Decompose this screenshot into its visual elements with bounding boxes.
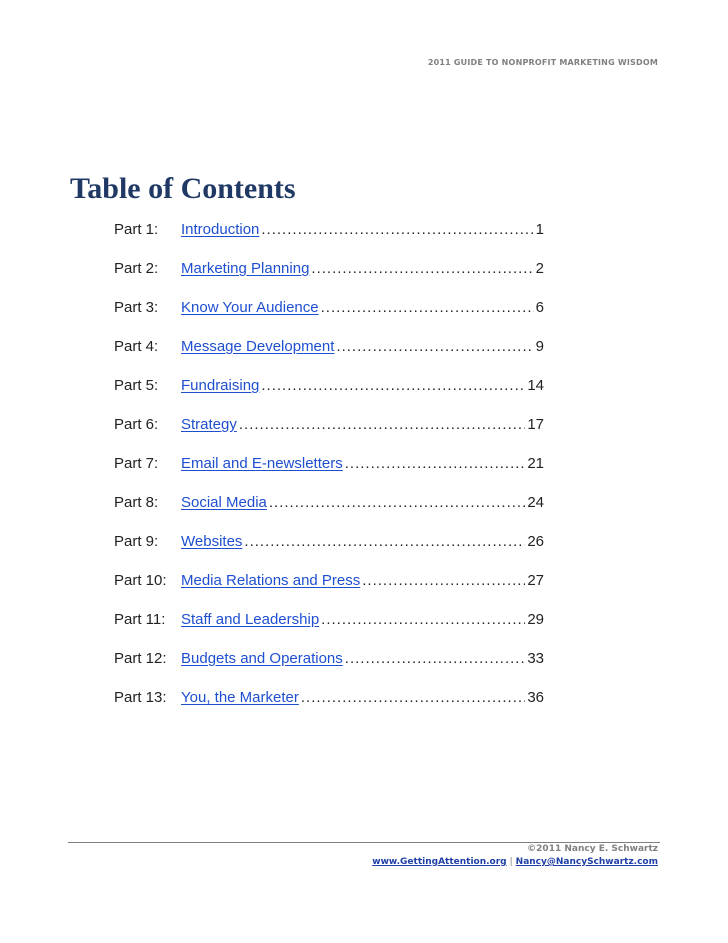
toc-page-number: 26 <box>527 533 544 550</box>
toc-entry <box>114 297 544 336</box>
toc-entry <box>114 648 544 687</box>
toc-page-number: 1 <box>535 221 544 238</box>
toc-dot-leader <box>269 492 525 514</box>
toc-page-number: 14 <box>527 377 544 394</box>
toc-part-number: Part 13: <box>114 689 167 706</box>
toc-link-marketing-planning[interactable]: Marketing Planning <box>181 260 310 277</box>
toc-entry <box>114 570 544 609</box>
toc-entry <box>114 336 544 375</box>
toc-part-number: Part 5: <box>114 377 159 394</box>
toc-link-budgets-and-operations[interactable]: Budgets and Operations <box>181 650 343 667</box>
toc-page-number: 36 <box>527 689 544 706</box>
toc-entry <box>114 258 544 297</box>
email-link[interactable]: Nancy@NancySchwartz.com <box>515 857 658 867</box>
toc-page-number: 9 <box>535 338 544 355</box>
toc-page-number: 33 <box>527 650 544 667</box>
toc-link-strategy[interactable]: Strategy <box>181 416 237 433</box>
toc-dot-leader <box>261 219 533 241</box>
toc-page-number: 27 <box>527 572 544 589</box>
toc-part-number: Part 11: <box>114 611 166 628</box>
toc-entry <box>114 219 544 258</box>
toc-part-number: Part 4: <box>114 338 159 355</box>
toc-dot-leader <box>321 297 534 319</box>
toc-part-number: Part 6: <box>114 416 159 433</box>
toc-entry <box>114 609 544 648</box>
toc-entry <box>114 492 544 531</box>
toc-link-social-media[interactable]: Social Media <box>181 494 267 511</box>
toc-part-number: Part 3: <box>114 299 159 316</box>
toc-link-fundraising[interactable]: Fundraising <box>181 377 260 394</box>
toc-page-number: 21 <box>527 455 544 472</box>
toc-entry <box>114 375 544 414</box>
toc-dot-leader <box>321 609 525 631</box>
toc-link-you-the-marketer[interactable]: You, the Marketer <box>181 689 299 706</box>
toc-dot-leader <box>239 414 525 436</box>
toc-dot-leader <box>345 453 526 475</box>
toc-link-staff-and-leadership[interactable]: Staff and Leadership <box>181 611 320 628</box>
toc-page-number: 24 <box>527 494 544 511</box>
toc-part-number: Part 1: <box>114 221 159 238</box>
toc-list <box>114 219 544 726</box>
toc-dot-leader <box>261 375 525 397</box>
toc-page-number: 29 <box>527 611 544 628</box>
toc-dot-leader <box>362 570 525 592</box>
toc-part-number: Part 9: <box>114 533 159 550</box>
toc-link-introduction[interactable]: Introduction <box>181 221 260 238</box>
toc-part-number: Part 7: <box>114 455 159 472</box>
toc-link-message-development[interactable]: Message Development <box>181 338 335 355</box>
toc-part-number: Part 2: <box>114 260 159 277</box>
toc-link-media-relations-and-press[interactable]: Media Relations and Press <box>181 572 361 589</box>
toc-link-know-your-audience[interactable]: Know Your Audience <box>181 299 319 316</box>
toc-entry <box>114 414 544 453</box>
toc-dot-leader <box>336 336 533 358</box>
toc-part-number: Part 12: <box>114 650 167 667</box>
toc-page-number: 17 <box>527 416 544 433</box>
toc-page-number: 6 <box>535 299 544 316</box>
toc-link-email-and-e-newsletters[interactable]: Email and E-newsletters <box>181 455 343 472</box>
toc-entry <box>114 453 544 492</box>
website-link[interactable]: www.GettingAttention.org <box>372 857 507 867</box>
footer-separator: | <box>509 857 513 867</box>
toc-part-number: Part 10: <box>114 572 167 589</box>
footer-divider <box>68 842 660 843</box>
toc-link-websites[interactable]: Websites <box>181 533 243 550</box>
toc-entry <box>114 687 544 726</box>
running-header: 2011 GUIDE TO NONPROFIT MARKETING WISDOM <box>427 58 658 67</box>
toc-entry <box>114 531 544 570</box>
toc-dot-leader <box>301 687 525 709</box>
toc-dot-leader <box>311 258 533 280</box>
footer-copyright: ©2011 Nancy E. Schwartz <box>527 844 658 854</box>
toc-part-number: Part 8: <box>114 494 159 511</box>
toc-page-number: 2 <box>535 260 544 277</box>
toc-dot-leader <box>244 531 525 553</box>
toc-title: Table of Contents <box>70 172 296 205</box>
toc-dot-leader <box>345 648 526 670</box>
footer-links <box>372 857 658 867</box>
